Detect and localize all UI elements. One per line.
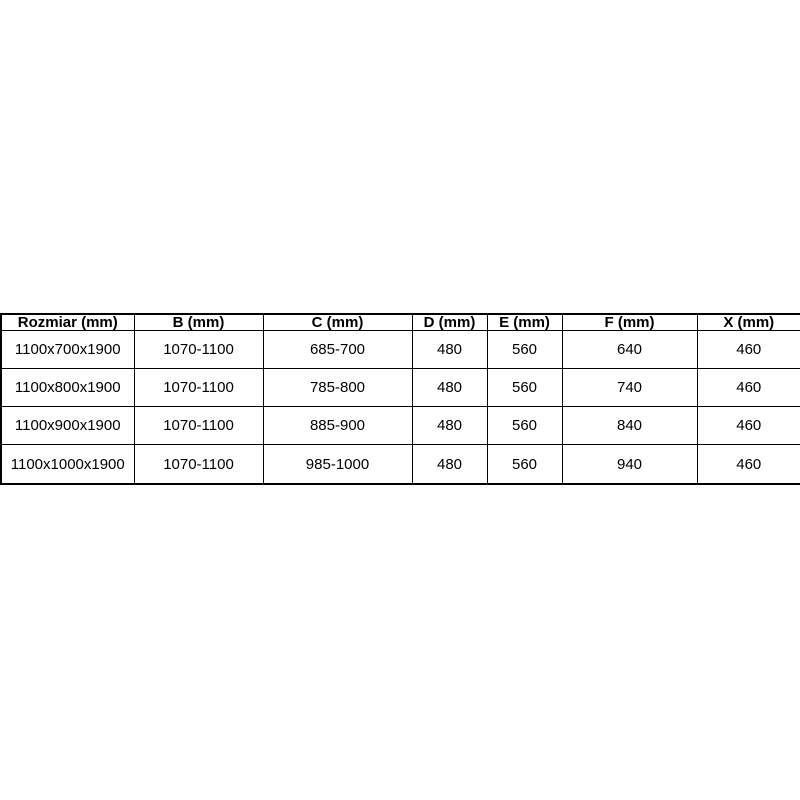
table-cell: 785-800 xyxy=(263,369,412,407)
table-cell: 985-1000 xyxy=(263,445,412,484)
column-header-x: X (mm) xyxy=(697,314,800,331)
table-row xyxy=(1,407,800,445)
column-header-f: F (mm) xyxy=(562,314,697,331)
table-cell: 1100x800x1900 xyxy=(1,369,134,407)
table-cell: 1100x1000x1900 xyxy=(1,445,134,484)
table-cell: 460 xyxy=(697,407,800,445)
table-cell: 560 xyxy=(487,407,562,445)
column-header-d: D (mm) xyxy=(412,314,487,331)
table-cell: 740 xyxy=(562,369,697,407)
table-row xyxy=(1,331,800,369)
column-header-c: C (mm) xyxy=(263,314,412,331)
table-cell: 1070-1100 xyxy=(134,445,263,484)
table-cell: 460 xyxy=(697,331,800,369)
table-cell: 1070-1100 xyxy=(134,331,263,369)
table-cell: 560 xyxy=(487,331,562,369)
table-cell: 640 xyxy=(562,331,697,369)
table-cell: 480 xyxy=(412,369,487,407)
table-cell: 460 xyxy=(697,369,800,407)
table-cell: 1100x700x1900 xyxy=(1,331,134,369)
table-cell: 885-900 xyxy=(263,407,412,445)
column-header-rozmiar: Rozmiar (mm) xyxy=(1,314,134,331)
table-header-row xyxy=(1,314,800,331)
table-cell: 560 xyxy=(487,445,562,484)
column-header-b: B (mm) xyxy=(134,314,263,331)
table-row xyxy=(1,369,800,407)
table-cell: 685-700 xyxy=(263,331,412,369)
table-cell: 1070-1100 xyxy=(134,407,263,445)
table-cell: 1100x900x1900 xyxy=(1,407,134,445)
table-cell: 560 xyxy=(487,369,562,407)
table-cell: 460 xyxy=(697,445,800,484)
column-header-e: E (mm) xyxy=(487,314,562,331)
dimensions-spec-table xyxy=(0,313,800,485)
table-cell: 480 xyxy=(412,445,487,484)
table-row xyxy=(1,445,800,484)
table-cell: 480 xyxy=(412,331,487,369)
table-cell: 480 xyxy=(412,407,487,445)
table-cell: 1070-1100 xyxy=(134,369,263,407)
table-cell: 940 xyxy=(562,445,697,484)
table-cell: 840 xyxy=(562,407,697,445)
